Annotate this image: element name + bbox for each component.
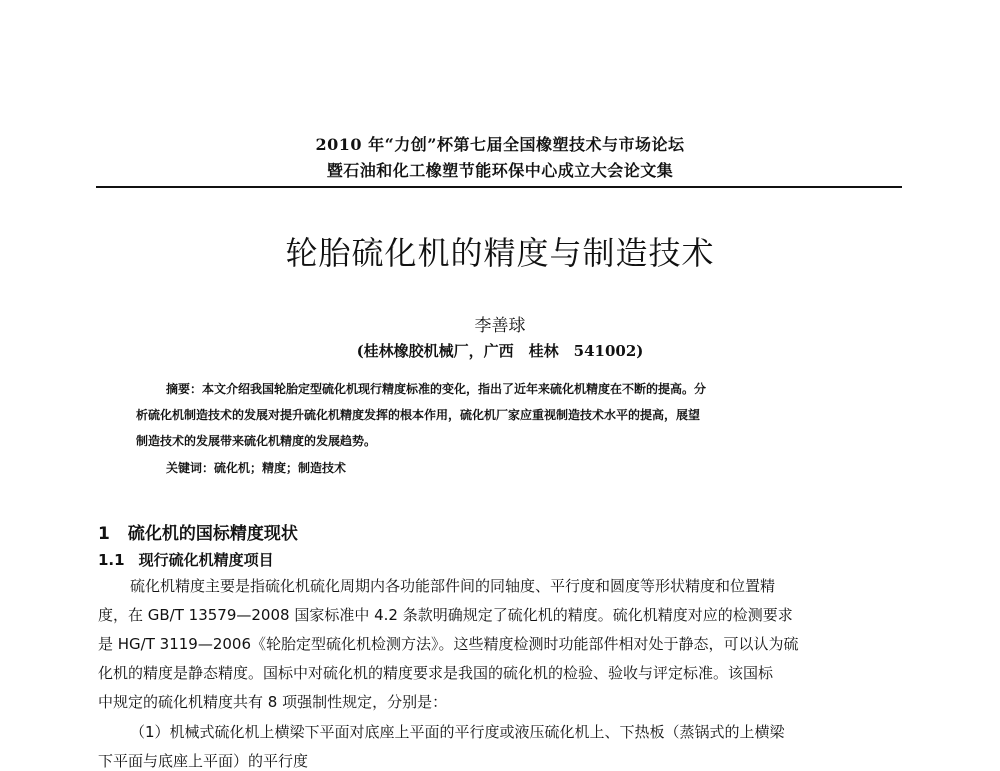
section-1-title: 硫化机的国标精度现状 [127,524,298,544]
body-line-3: 是 HG/T 3119—2006《轮胎定型硫化机检测方法》。这些精度检测时功能部件相对处于静态，可以认为硫 [98,635,799,653]
keywords: 关键词：硫化机；精度；制造技术 [166,461,347,475]
section-1-1-heading [98,549,274,570]
abstract-line-1: 摘要：本文介绍我国轮胎定型硫化机现行精度标准的变化，指出了近年来硫化机精度在不断的提高。分 [166,382,707,396]
section-1-1-number: 1.1 [98,551,125,569]
abstract-line-2: 析硫化机制造技术的发展对提升硫化机精度发挥的根本作用，硫化机厂家应重视制造技术水平的提高，展望 [136,408,701,422]
body-line-1: 硫化机精度主要是指硫化机硫化周期内各功能部件间的同轴度、平行度和圆度等形状精度和位置精 [130,577,776,595]
body-line-6: （1）机械式硫化机上横梁下平面对底座上平面的平行度或液压硫化机上、下热板（蒸锅式的上横梁 [130,723,785,741]
body-line-7: 下平面与底座上平面）的平行度 [98,752,309,770]
section-1-number: 1 [98,524,110,544]
body-line-5: 中规定的硫化机精度共有 8 项强制性规定，分别是： [98,693,448,711]
paper-title: 轮胎硫化机的精度与制造技术 [285,234,715,272]
body-line-4: 化机的精度是静态精度。国标中对硫化机的精度要求是我国的硫化机的检验、验收与评定标准。该国标 [98,664,774,682]
body-line-2: 度，在 GB/T 13579—2008 国家标准中 4.2 条款明确规定了硫化机的精度。硫化机精度对应的检测要求 [98,606,793,624]
header-rule [96,186,902,188]
section-1-1-title: 现行硫化机精度项目 [138,551,274,569]
section-1-heading [98,519,298,544]
author-affiliation: (桂林橡胶机械厂，广西 桂林 541002) [356,342,644,360]
proceedings-header-line-2: 暨石油和化工橡塑节能环保中心成立大会论文集 [326,161,674,180]
proceedings-header-line-1: 2010 年“力创”杯第七届全国橡塑技术与市场论坛 [315,135,685,154]
abstract-line-3: 制造技术的发展带来硫化机精度的发展趋势。 [136,434,377,448]
author-name: 李善球 [474,316,526,336]
